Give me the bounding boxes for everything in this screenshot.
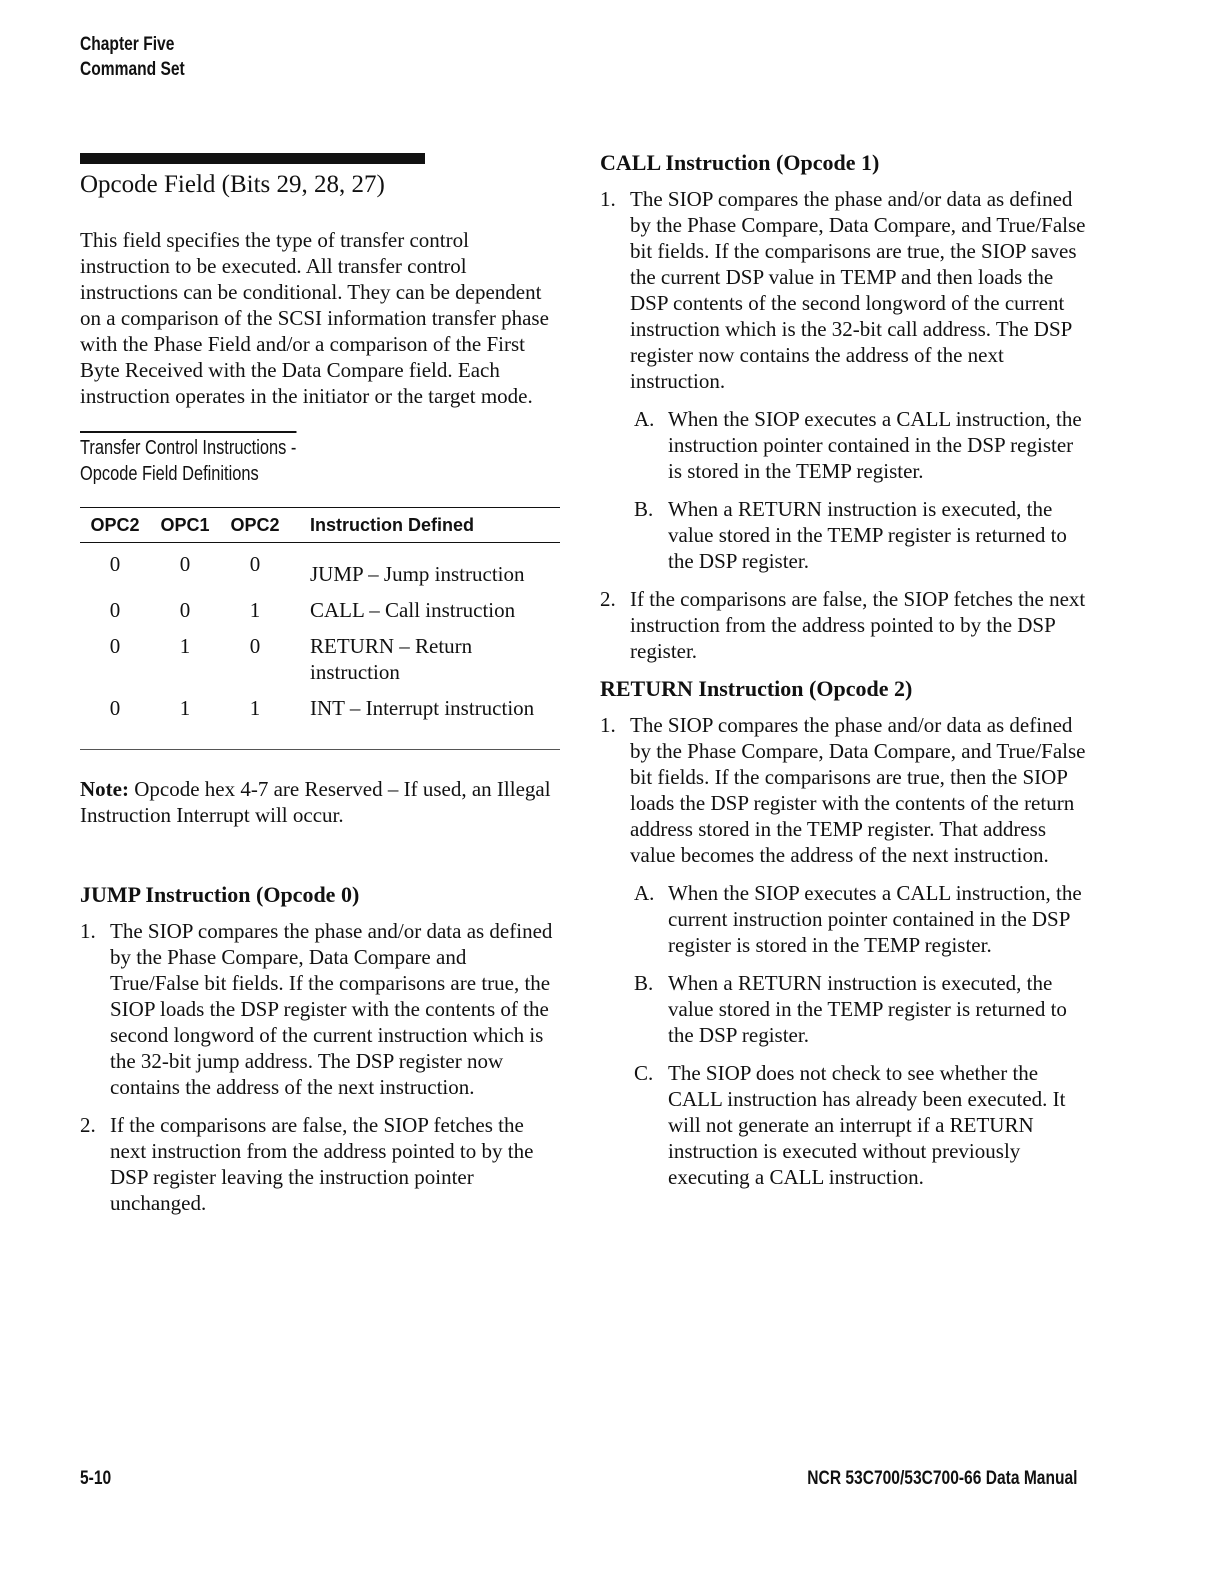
section-bar — [80, 153, 425, 164]
list-number: 2. — [600, 587, 616, 611]
table-label — [80, 431, 359, 487]
opcode-field-title: Opcode Field (Bits 29, 28, 27) — [80, 171, 385, 198]
list-item — [600, 712, 1090, 868]
table-header-row — [80, 508, 560, 543]
cell-instruction: CALL – Call instruction — [310, 598, 516, 622]
list-item — [80, 1112, 560, 1216]
list-text: If the comparisons are false, the SIOP fetches the next instruction from the address pointed to by the DSP register. — [630, 587, 1086, 663]
cell-instruction: JUMP – Jump instruction — [310, 562, 525, 586]
col-header-opc2-b: OPC2 — [220, 508, 290, 543]
cell-opc2-b: 1 — [249, 696, 261, 720]
opcode-table — [80, 507, 560, 750]
call-title: CALL Instruction (Opcode 1) — [600, 150, 880, 175]
page-number: 5-10 — [80, 1468, 112, 1489]
cell-instruction: RETURN – Return instruction — [310, 634, 473, 684]
cell-opc1: 1 — [179, 634, 191, 658]
list-number: 2. — [80, 1113, 96, 1137]
note-label: Note: — [80, 777, 129, 801]
table-end-row — [80, 723, 560, 750]
sub-list-letter: A. — [634, 407, 655, 431]
note — [80, 776, 560, 828]
list-text: If the comparisons are false, the SIOP fetches the next instruction from the address pointed to by the DSP register leaving the instruction pointer unchanged. — [110, 1113, 534, 1215]
section-label: Command Set — [80, 59, 185, 80]
table-row — [80, 543, 560, 590]
table-bottom-rule — [80, 723, 560, 750]
cell-opc2-b: 1 — [249, 598, 261, 622]
list-number: 1. — [80, 919, 96, 943]
opcode-field-body: This field specifies the type of transfer control instruction to be executed. All transfer control instructions can be conditional. They can be dependent on a comparison of the SCSI information transfer phase with the Phase Field and/or a comparison of the First Byte Received with the Data Compare field. Each instruction operates in the initiator or the target mode. — [80, 228, 549, 408]
cell-opc2-b: 0 — [249, 552, 261, 576]
sub-list-letter: A. — [634, 881, 655, 905]
list-number: 1. — [600, 187, 616, 211]
call-list — [600, 186, 1090, 394]
sub-list-text: When a RETURN instruction is executed, the value stored in the TEMP register is returned to the DSP register. — [668, 497, 1067, 573]
list-number: 1. — [600, 713, 616, 737]
running-header — [80, 32, 185, 82]
sub-list-text: When the SIOP executes a CALL instruction, the instruction pointer contained in the DSP register is stored in the TEMP register. — [668, 407, 1082, 483]
sub-list-item — [600, 1060, 1090, 1190]
cell-opc2-a: 0 — [109, 696, 121, 720]
cell-opc2-a: 0 — [109, 552, 121, 576]
list-item — [80, 918, 560, 1100]
chapter-label: Chapter Five — [80, 34, 175, 55]
list-text: The SIOP compares the phase and/or data as defined by the Phase Compare, Data Compare, and True/False bit fields. If the comparisons are true, then the SIOP loads the DSP register with the contents of the return address stored in the TEMP register. That address value becomes the address of the next instruction. — [630, 713, 1086, 867]
return-list — [600, 712, 1090, 868]
cell-opc1: 0 — [179, 552, 191, 576]
list-text: The SIOP compares the phase and/or data as defined by the Phase Compare, Data Compare and True/False bit fields. If the comparisons are true, the SIOP loads the DSP register with the contents of the second longword of the current instruction which is the 32-bit jump address. The DSP register now contains the address of the next instruction. — [110, 919, 553, 1099]
call-list-2 — [600, 586, 1090, 664]
table-row — [80, 625, 560, 687]
cell-instruction: INT – Interrupt instruction — [310, 696, 535, 720]
sub-list-letter: C. — [634, 1061, 654, 1085]
return-sublist — [600, 880, 1090, 1190]
col-header-opc1: OPC1 — [150, 508, 220, 543]
list-item — [600, 186, 1090, 394]
call-sublist — [600, 406, 1090, 574]
sub-list-text: When a RETURN instruction is executed, the value stored in the TEMP register is returned to the DSP register. — [668, 971, 1067, 1047]
cell-opc2-a: 0 — [109, 634, 121, 658]
sub-list-letter: B. — [634, 971, 654, 995]
col-header-instruction: Instruction Defined — [290, 508, 560, 543]
col-header-opc2-a: OPC2 — [80, 508, 150, 543]
sub-list-item — [600, 406, 1090, 484]
table-row — [80, 687, 560, 723]
left-column — [80, 150, 560, 1228]
list-item — [600, 586, 1090, 664]
table-label-line2: Opcode Field Definitions — [80, 463, 259, 485]
table-label-line1: Transfer Control Instructions - — [80, 431, 296, 461]
cell-opc2-b: 0 — [249, 634, 261, 658]
note-text: Opcode hex 4-7 are Reserved – If used, an Illegal Instruction Interrupt will occur. — [80, 777, 551, 827]
jump-title: JUMP Instruction (Opcode 0) — [80, 882, 360, 907]
sub-list-item — [600, 970, 1090, 1048]
table-row — [80, 589, 560, 625]
sub-list-letter: B. — [634, 497, 654, 521]
cell-opc2-a: 0 — [109, 598, 121, 622]
right-column — [600, 150, 1090, 1202]
jump-list — [80, 918, 560, 1216]
sub-list-text: The SIOP does not check to see whether the CALL instruction has already been executed. It will not generate an interrupt if a RETURN instruction is executed without previously executing a CALL instruction. — [668, 1061, 1066, 1189]
sub-list-text: When the SIOP executes a CALL instruction, the current instruction pointer contained in the DSP register is stored in the TEMP register. — [668, 881, 1082, 957]
sub-list-item — [600, 880, 1090, 958]
manual-title: NCR 53C700/53C700-66 Data Manual — [806, 1468, 1077, 1489]
return-title: RETURN Instruction (Opcode 2) — [600, 676, 913, 701]
cell-opc1: 1 — [179, 696, 191, 720]
sub-list-item — [600, 496, 1090, 574]
list-text: The SIOP compares the phase and/or data as defined by the Phase Compare, Data Compare, and True/False bit fields. If the comparisons are true, the SIOP saves the current DSP value in TEMP and then loads the DSP contents of the second longword of the current instruction which is the 32-bit call address. The DSP register now contains the address of the next instruction. — [630, 187, 1086, 393]
cell-opc1: 0 — [179, 598, 191, 622]
